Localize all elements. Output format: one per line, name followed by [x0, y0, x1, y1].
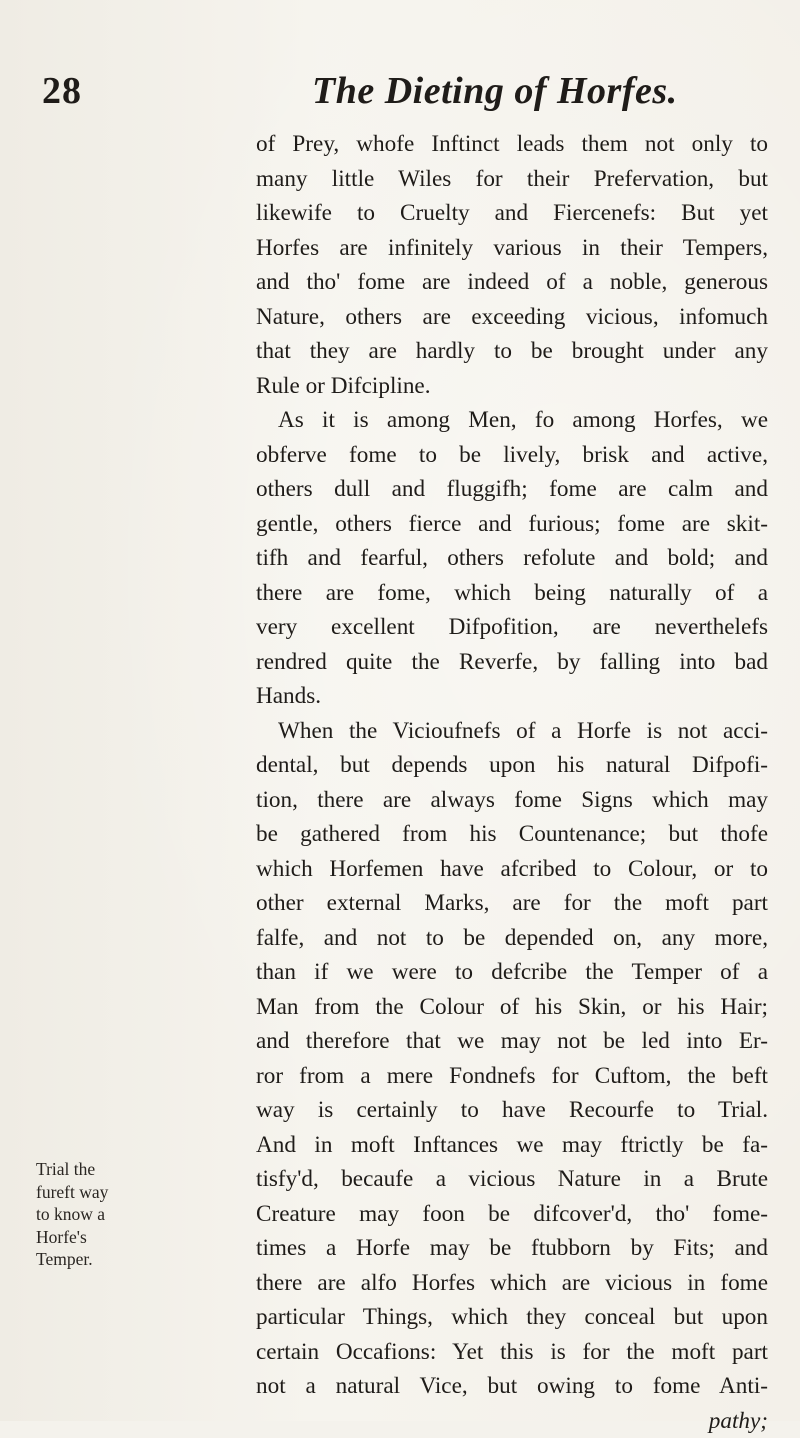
text-line: many little Wiles for their Prefervation, but	[256, 162, 768, 197]
running-head	[42, 66, 762, 116]
text-line: ror from a mere Fondnefs for Cuftom, the beft	[256, 1059, 768, 1094]
text-line: times a Horfe may be ftubborn by Fits; and	[256, 1231, 768, 1266]
text-line: tion, there are always fome Signs which may	[256, 783, 768, 818]
text-line: be gathered from his Countenance; but thofe	[256, 817, 768, 852]
text-line: Man from the Colour of his Skin, or his Hair;	[256, 990, 768, 1025]
text-line: Hands.	[256, 679, 768, 714]
text-line: tisfy'd, becaufe a vicious Nature in a Brute	[256, 1162, 768, 1197]
margin-note-line: fureft way	[36, 1181, 104, 1204]
text-line: tifh and fearful, others refolute and bold; and	[256, 541, 768, 576]
text-line: very excellent Difpofition, are neverthelefs	[256, 610, 768, 645]
body-text	[256, 127, 768, 1438]
text-line: When the Vicioufnefs of a Horfe is not acci-	[256, 714, 768, 749]
text-line: not a natural Vice, but owing to fome Anti-	[256, 1369, 768, 1404]
text-line: than if we were to defcribe the Temper of a	[256, 955, 768, 990]
text-line: and tho' fome are indeed of a noble, generous	[256, 265, 768, 300]
text-line: Rule or Difcipline.	[256, 369, 768, 404]
text-line: which Horfemen have afcribed to Colour, or to	[256, 852, 768, 887]
text-line: Horfes are infinitely various in their Tempers,	[256, 231, 768, 266]
text-line: And in moft Inftances we may ftrictly be fa-	[256, 1128, 768, 1163]
margin-note-line: Trial the	[36, 1158, 104, 1181]
text-line: Creature may foon be difcover'd, tho' fome-	[256, 1197, 768, 1232]
margin-note-line: Temper.	[36, 1248, 104, 1271]
running-title: The Dieting of Horfes.	[312, 66, 678, 116]
margin-note-line: to know a	[36, 1203, 104, 1226]
text-line: there are fome, which being naturally of a	[256, 576, 768, 611]
text-line: and therefore that we may not be led into Er-	[256, 1024, 768, 1059]
text-line: obferve fome to be lively, brisk and active,	[256, 438, 768, 473]
text-line: As it is among Men, fo among Horfes, we	[256, 403, 768, 438]
page-number: 28	[42, 66, 82, 116]
text-line: others dull and fluggifh; fome are calm and	[256, 472, 768, 507]
text-line: falfe, and not to be depended on, any more,	[256, 921, 768, 956]
margin-note-line: Horfe's	[36, 1226, 104, 1249]
margin-note	[36, 1158, 104, 1271]
text-line: there are alfo Horfes which are vicious in fome	[256, 1266, 768, 1301]
text-line: gentle, others fierce and furious; fome are skit-	[256, 507, 768, 542]
text-line: way is certainly to have Recourfe to Trial.	[256, 1093, 768, 1128]
text-line: dental, but depends upon his natural Difpofi-	[256, 748, 768, 783]
catchword: pathy;	[709, 1408, 768, 1434]
text-line: of Prey, whofe Inftinct leads them not only to	[256, 127, 768, 162]
text-line: rendred quite the Reverfe, by falling into bad	[256, 645, 768, 680]
text-line: particular Things, which they conceal but upon	[256, 1300, 768, 1335]
text-line: Nature, others are exceeding vicious, infomuch	[256, 300, 768, 335]
text-line: likewife to Cruelty and Fiercenefs: But yet	[256, 196, 768, 231]
text-line: that they are hardly to be brought under any	[256, 334, 768, 369]
text-line: certain Occafions: Yet this is for the moft part	[256, 1335, 768, 1370]
text-line: other external Marks, are for the moft part	[256, 886, 768, 921]
